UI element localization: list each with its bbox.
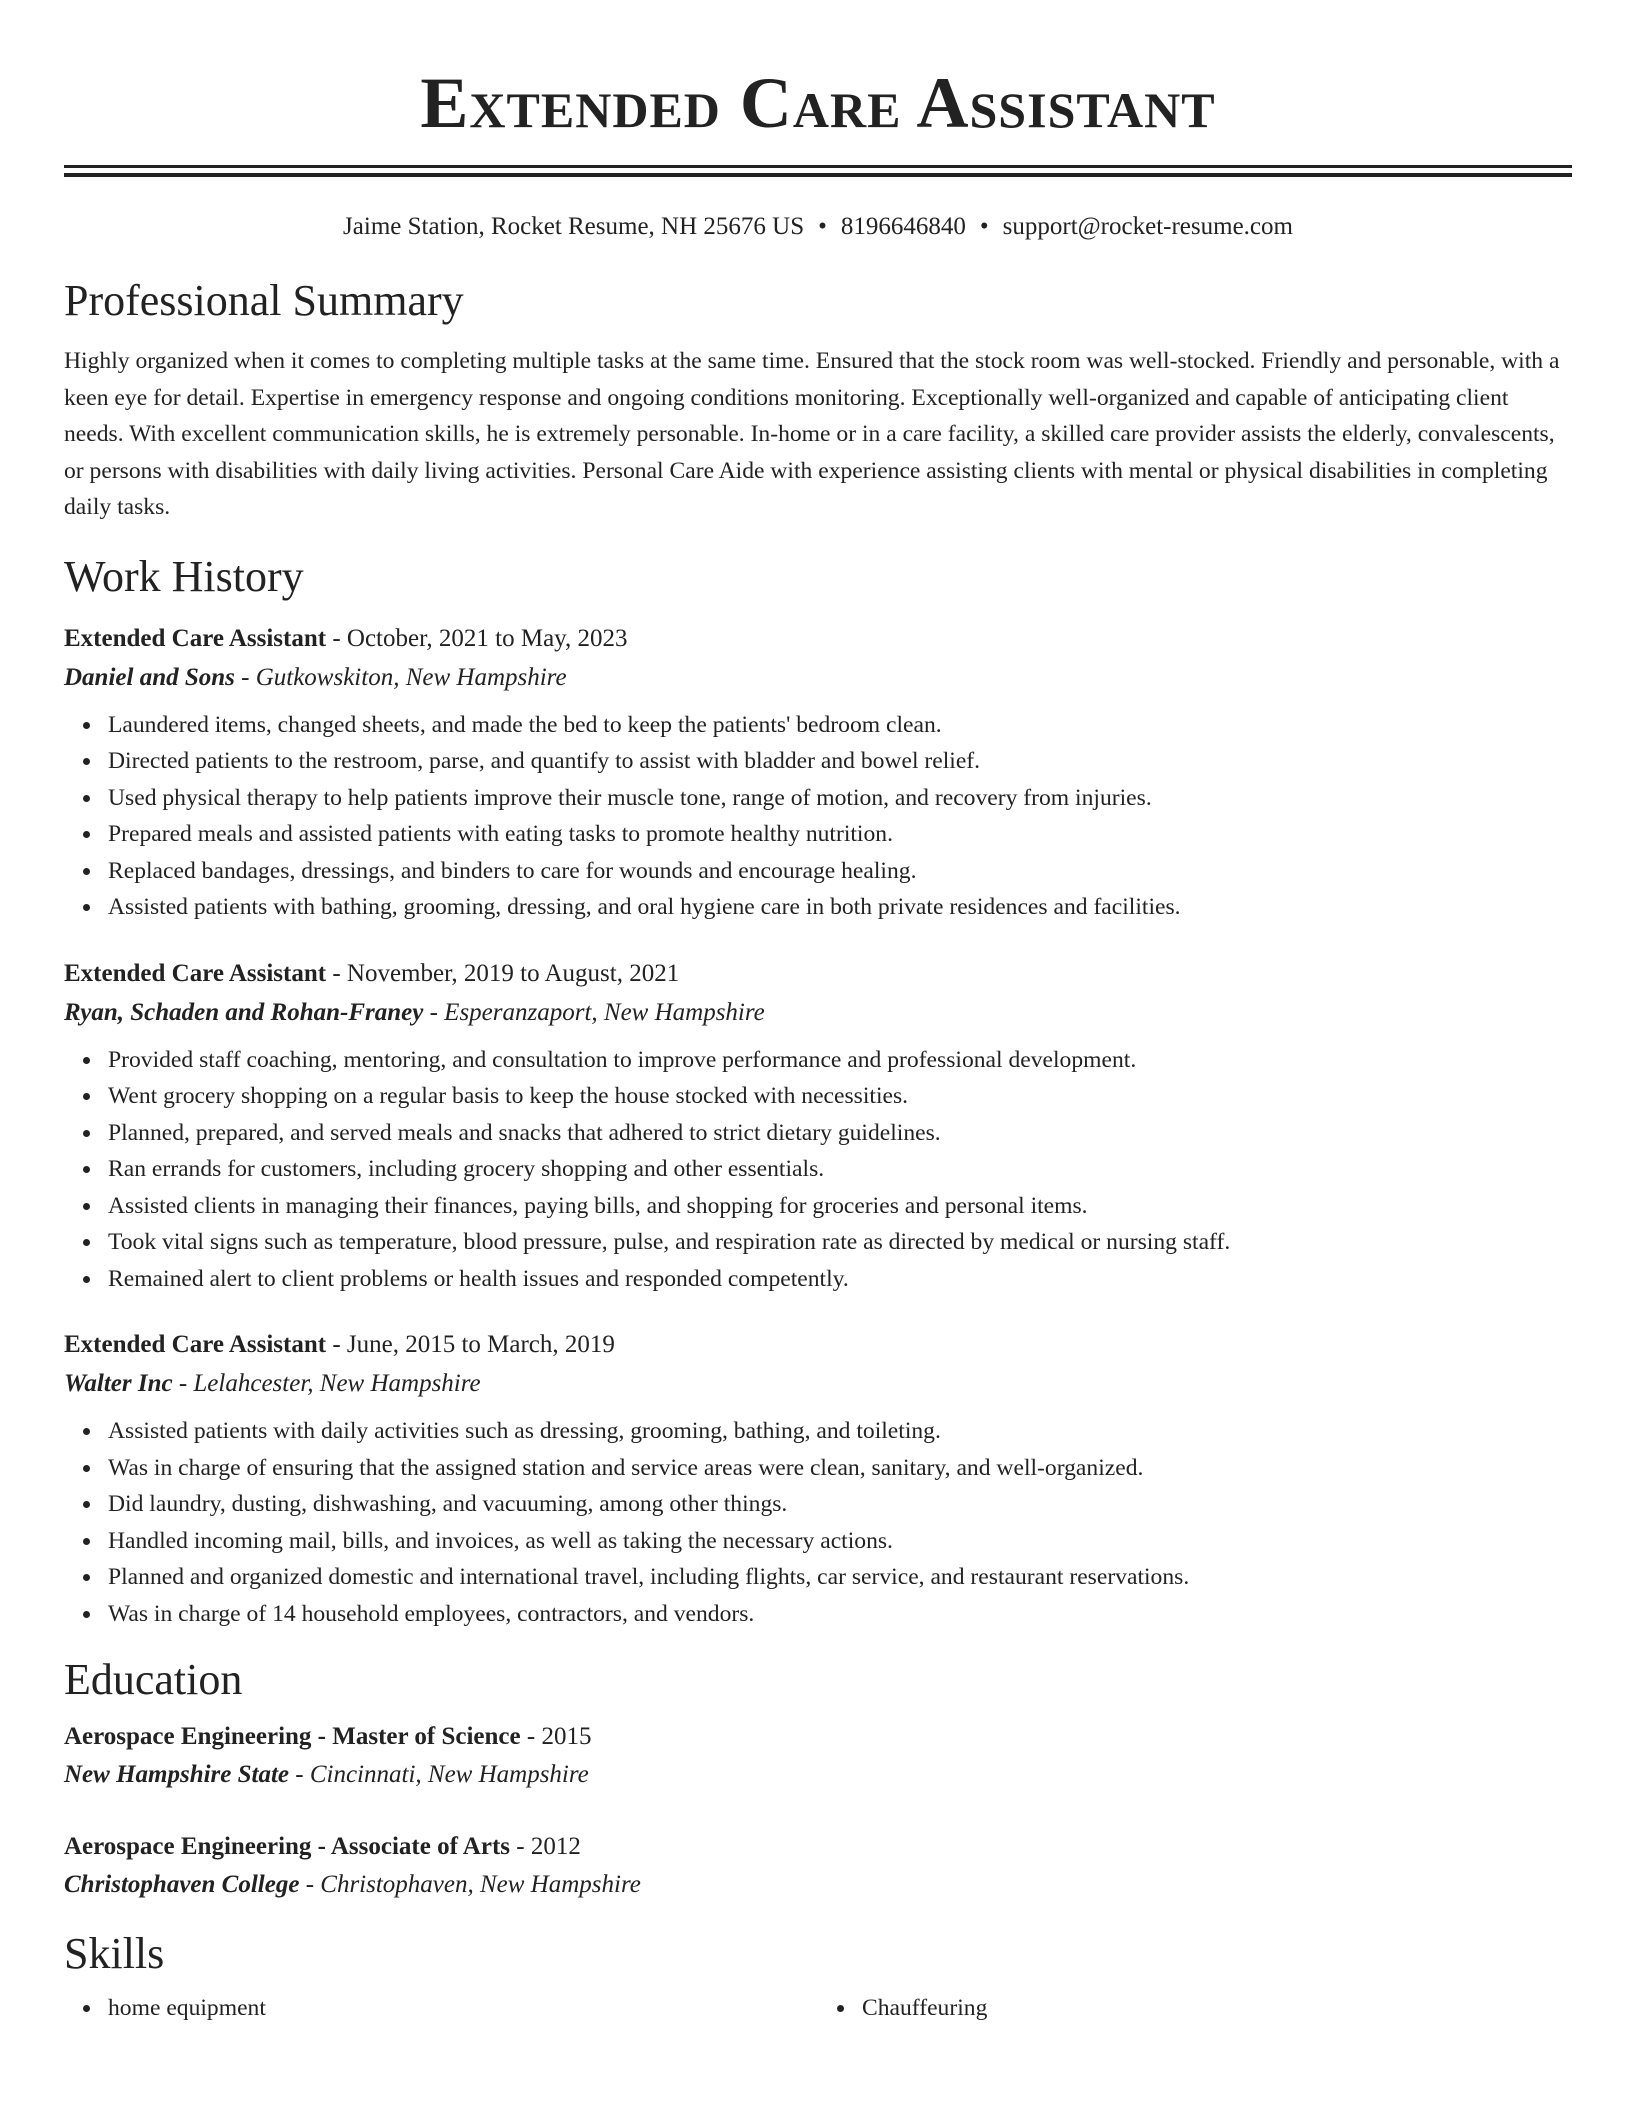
job-duties-list (64, 707, 1572, 926)
job-dates: - June, 2015 to March, 2019 (326, 1331, 615, 1358)
job-duty: Planned and organized domestic and international travel, including flights, car service, and restaurant reservations. (108, 1559, 1572, 1596)
education-school-line (64, 1756, 1572, 1794)
job-duty: Was in charge of 14 household employees, contractors, and vendors. (108, 1596, 1572, 1633)
job-duty: Ran errands for customers, including grocery shopping and other essentials. (108, 1151, 1572, 1188)
section-heading-skills: Skills (64, 1929, 165, 1978)
job-duty: Was in charge of ensuring that the assigned station and service areas were clean, sanitary, and well-organized. (108, 1450, 1572, 1487)
job-company: Ryan, Schaden and Rohan-Franey (64, 998, 424, 1026)
education-location: - Cincinnati, New Hampshire (289, 1761, 589, 1788)
education-entry (64, 1828, 1572, 1904)
education-location: - Christophaven, New Hampshire (299, 1871, 641, 1898)
education-degree-line (64, 1718, 1572, 1756)
job-title-line (64, 619, 1572, 658)
job-duties-list (64, 1042, 1572, 1298)
skill-item: home equipment (108, 1990, 818, 2027)
job-location: - Lelahcester, New Hampshire (172, 1370, 481, 1397)
job-title: Extended Care Assistant (64, 1331, 327, 1358)
job-entry (64, 619, 1572, 926)
job-duties-list (64, 1413, 1572, 1632)
contact-separator: • (979, 213, 989, 240)
job-duty: Did laundry, dusting, dishwashing, and vacuuming, among other things. (108, 1486, 1572, 1523)
job-duty: Went grocery shopping on a regular basis to keep the house stocked with necessities. (108, 1078, 1572, 1115)
contact-separator: • (818, 213, 827, 240)
job-company-line (64, 993, 1572, 1032)
job-duty: Used physical therapy to help patients improve their muscle tone, range of motion, and recovery from injuries. (108, 780, 1572, 817)
title-rule-top (64, 165, 1572, 168)
job-dates: - October, 2021 to May, 2023 (326, 624, 628, 652)
education-degree: Aerospace Engineering - Associate of Arts (64, 1833, 511, 1860)
job-entry (64, 1325, 1572, 1632)
job-duty: Assisted clients in managing their finances, paying bills, and shopping for groceries and personal items. (108, 1188, 1572, 1225)
resume-title: Extended Care Assistant (420, 63, 1216, 143)
job-duty: Directed patients to the restroom, parse, and quantify to assist with bladder and bowel relief. (108, 743, 1572, 780)
contact-line (64, 211, 1572, 243)
job-entry (64, 954, 1572, 1298)
job-title: Extended Care Assistant (64, 624, 327, 652)
education-year: - 2015 (520, 1723, 592, 1750)
job-title-line (64, 954, 1572, 993)
skills-list-left (64, 1990, 818, 2027)
section-heading-work-history: Work History (64, 551, 304, 601)
job-company: Walter Inc (64, 1370, 173, 1397)
contact-address: Jaime Station, Rocket Resume, NH 25676 US (343, 213, 805, 240)
education-degree: Aerospace Engineering - Master of Science (64, 1723, 521, 1750)
job-duty: Assisted patients with bathing, grooming, dressing, and oral hygiene care in both private residences and facilities. (108, 889, 1572, 926)
job-duty: Prepared meals and assisted patients with eating tasks to promote healthy nutrition. (108, 816, 1572, 853)
job-duty: Assisted patients with daily activities such as dressing, grooming, bathing, and toileting. (108, 1413, 1572, 1450)
section-heading-education: Education (64, 1655, 243, 1704)
job-location: - Gutkowskiton, New Hampshire (234, 663, 567, 691)
title-rule-bottom (64, 173, 1572, 177)
job-company-line (64, 1364, 1572, 1403)
job-duty: Remained alert to client problems or health issues and responded competently. (108, 1261, 1572, 1298)
education-year: - 2012 (510, 1833, 581, 1860)
education-degree-line (64, 1828, 1572, 1866)
job-duty: Provided staff coaching, mentoring, and consultation to improve performance and professional development. (108, 1042, 1572, 1079)
job-company-line (64, 658, 1572, 697)
skills-grid (64, 1990, 1572, 2027)
job-dates: - November, 2019 to August, 2021 (326, 959, 680, 987)
job-duty: Handled incoming mail, bills, and invoices, as well as taking the necessary actions. (108, 1523, 1572, 1560)
job-title: Extended Care Assistant (64, 959, 327, 987)
education-school: Christophaven College (64, 1871, 300, 1898)
job-duty: Replaced bandages, dressings, and binders to care for wounds and encourage healing. (108, 853, 1572, 890)
education-school-line (64, 1866, 1572, 1904)
job-duty: Took vital signs such as temperature, blood pressure, pulse, and respiration rate as directed by medical or nursing staff. (108, 1224, 1572, 1261)
section-heading-summary: Professional Summary (64, 276, 464, 325)
skills-list-right (818, 1990, 1572, 2027)
education-school: New Hampshire State (64, 1761, 290, 1788)
resume-page (64, 0, 1572, 2027)
contact-phone: 8196646840 (840, 213, 966, 240)
job-company: Daniel and Sons (64, 663, 235, 691)
job-duty: Laundered items, changed sheets, and made the bed to keep the patients' bedroom clean. (108, 707, 1572, 744)
job-title-line (64, 1325, 1572, 1364)
job-location: - Esperanzaport, New Hampshire (423, 998, 765, 1026)
skill-item: Chauffeuring (862, 1990, 1572, 2027)
contact-email: support@rocket-resume.com (1002, 213, 1293, 240)
education-entry (64, 1718, 1572, 1794)
job-duty: Planned, prepared, and served meals and snacks that adhered to strict dietary guidelines. (108, 1115, 1572, 1152)
summary-text: Highly organized when it comes to completing multiple tasks at the same time. Ensured that the stock room was well-stocked. Friendly and personable, with a keen eye for detail. Expertise in emergency response and ongoing conditions monitoring. Exceptionally well-organized and capable of anticipating client needs. With excellent communication skills, he is extremely personable. In-home or in a care facility, a skilled care provider assists the elderly, convalescents, or persons with disabilities with daily living activities. Personal Care Aide with experience assisting clients with mental or physical disabilities in completing daily tasks. (64, 348, 1560, 520)
